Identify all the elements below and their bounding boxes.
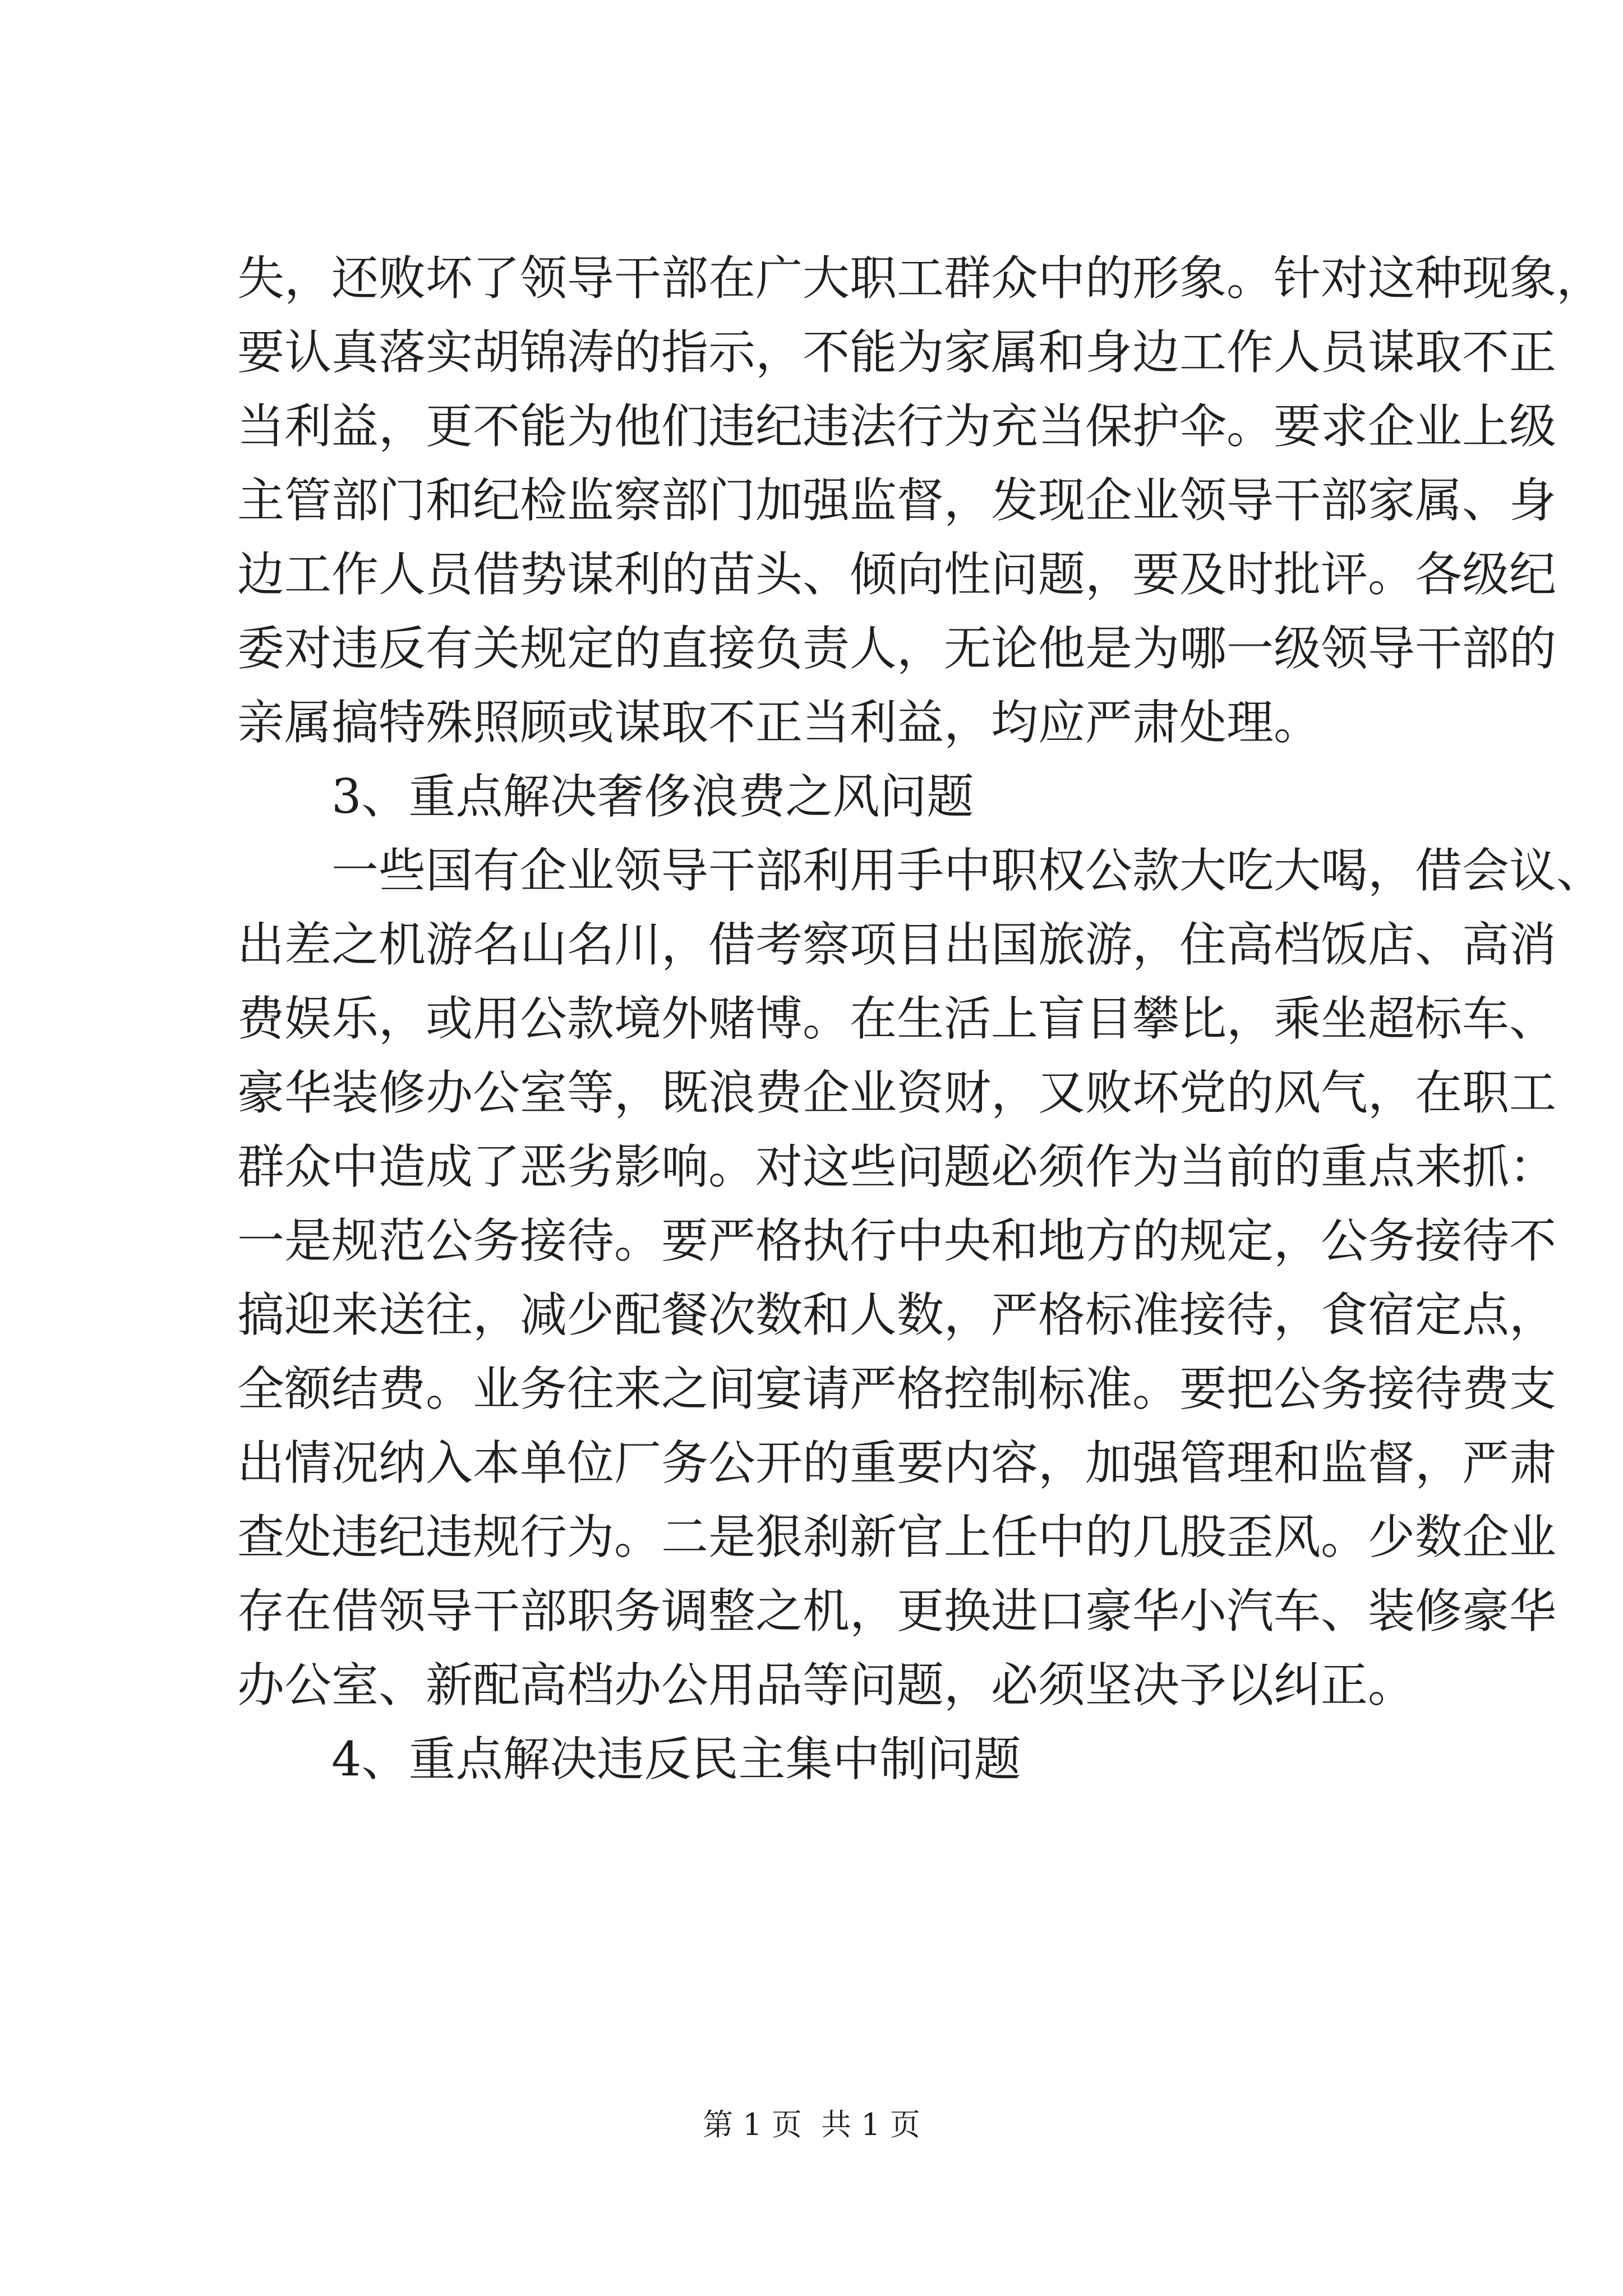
document-body	[237, 241, 1604, 1796]
paragraph-line: 出情况纳入本单位厂务公开的重要内容，加强管理和监督，严肃	[237, 1435, 1557, 1490]
section-heading: 4、重点解决违反民主集中制问题	[331, 1732, 1021, 1787]
paragraph-line: 一些国有企业领导干部利用手中职权公款大吃大喝，借会议、	[331, 843, 1604, 898]
paragraph-line: 一是规范公务接待。要严格执行中央和地方的规定，公务接待不	[237, 1213, 1557, 1268]
paragraph-line: 豪华装修办公室等，既浪费企业资财，又败坏党的风气，在职工	[237, 1065, 1557, 1120]
page-footer: 第 1 页 共 1 页	[703, 2107, 920, 2142]
paragraph-line: 搞迎来送往，减少配餐次数和人数，严格标准接待，食宿定点，	[237, 1287, 1557, 1342]
paragraph-line: 办公室、新配高档办公用品等问题，必须坚决予以纠正。	[237, 1658, 1415, 1713]
paragraph-line: 查处违纪违规行为。二是狠刹新官上任中的几股歪风。少数企业	[237, 1510, 1557, 1565]
paragraph-line: 亲属搞特殊照顾或谋取不正当利益，均应严肃处理。	[237, 695, 1321, 750]
paragraph-line: 全额结费。业务往来之间宴请严格控制标准。要把公务接待费支	[237, 1361, 1557, 1416]
section-heading: 3、重点解决奢侈浪费之风问题	[331, 769, 974, 824]
paragraph-line: 出差之机游名山名川，借考察项目出国旅游，住高档饭店、高消	[237, 917, 1557, 972]
paragraph-line: 费娱乐，或用公款境外赌博。在生活上盲目攀比，乘坐超标车、	[237, 991, 1557, 1046]
paragraph-line: 当利益，更不能为他们违纪违法行为充当保护伞。要求企业上级	[237, 399, 1557, 454]
paragraph-line: 存在借领导干部职务调整之机，更换进口豪华小汽车、装修豪华	[237, 1584, 1557, 1639]
paragraph-line: 失，还败坏了领导干部在广大职工群众中的形象。针对这种现象，	[237, 251, 1604, 306]
paragraph-line: 要认真落实胡锦涛的指示，不能为家属和身边工作人员谋取不正	[237, 325, 1557, 380]
paragraph-line: 群众中造成了恶劣影响。对这些问题必须作为当前的重点来抓：	[237, 1139, 1557, 1194]
paragraph-line: 主管部门和纪检监察部门加强监督，发现企业领导干部家属、身	[237, 473, 1557, 528]
paragraph-line: 边工作人员借势谋利的苗头、倾向性问题，要及时批评。各级纪	[237, 547, 1557, 602]
paragraph-line: 委对违反有关规定的直接负责人，无论他是为哪一级领导干部的	[237, 621, 1557, 676]
